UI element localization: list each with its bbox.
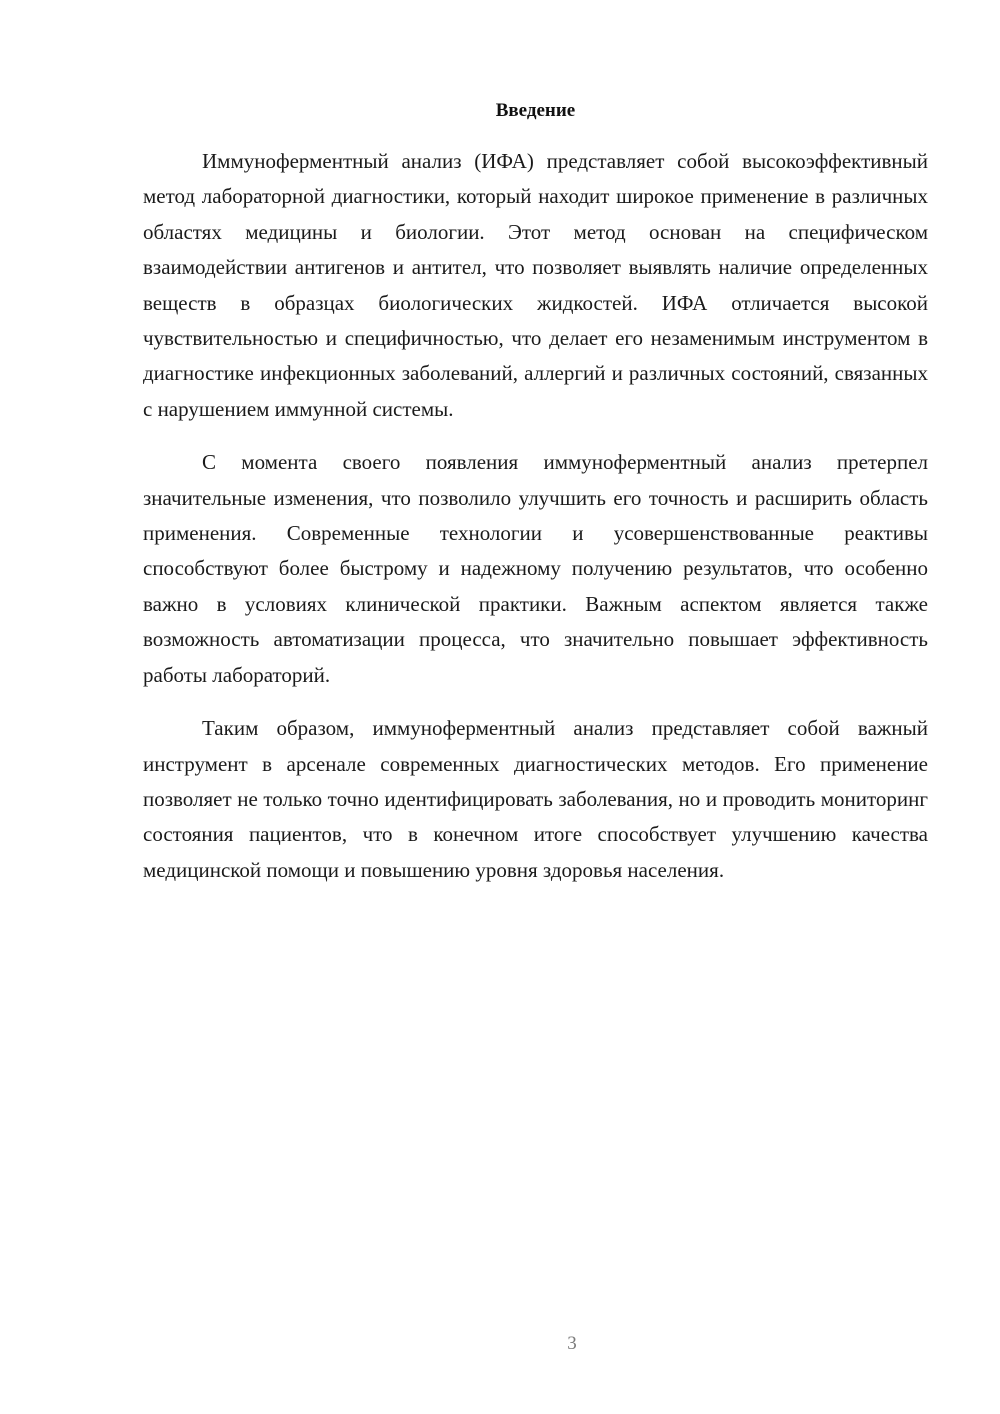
paragraph-2: С момента своего появления иммуноферментный анализ претерпел значительные изменения, что позволило улучшить его точность и расширить область применения. Современные технологии и усовершенствованные реактивы способствуют более быстрому и надежному получению результатов, что особенно важно в условиях клинической практики. Важным аспектом является также возможность автоматизации процесса, что значительно повышает эффективность работы лабораторий. [143,450,928,687]
paragraph-1: Иммуноферментный анализ (ИФА) представляет собой высокоэффективный метод лабораторной диагностики, который находит широкое применение в различных областях медицины и биологии. Этот метод основан на специфическом взаимодействии антигенов и антител, что позволяет выявлять наличие определенных веществ в образцах биологических жидкостей. ИФА отличается высокой чувствительностью и специфичностью, что делает его незаменимым инструментом в диагностике инфекционных заболеваний, аллергий и различных состояний, связанных с нарушением иммунной системы. [143,149,928,421]
section-title: Введение [495,100,576,121]
document-body [143,98,928,888]
paragraph-3: Таким образом, иммуноферментный анализ представляет собой важный инструмент в арсенале современных диагностических методов. Его применение позволяет не только точно идентифицировать заболевания, но и проводить мониторинг состояния пациентов, что в конечном итоге способствует улучшению качества медицинской помощи и повышению уровня здоровья населения. [143,716,928,882]
page-number: 3 [567,1333,577,1354]
